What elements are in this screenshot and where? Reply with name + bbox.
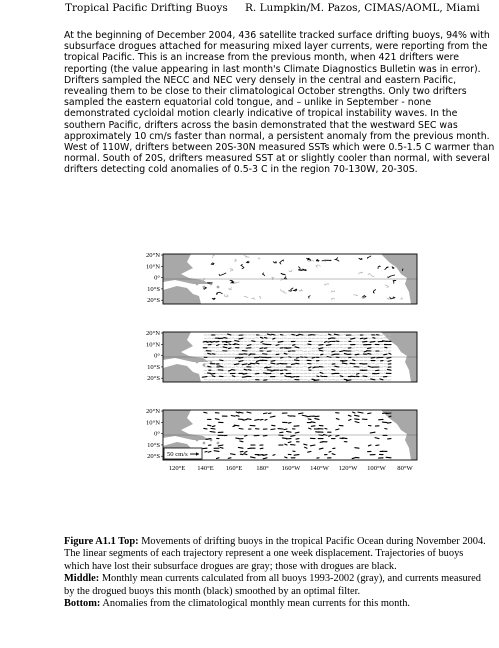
lon-tick-label: 160°W — [281, 465, 301, 472]
lat-tick-label: 0° — [154, 352, 160, 360]
map-panel-middle — [146, 330, 417, 382]
caption-bottom-text: Anomalies from the climatological monthly mean currents for this month. — [100, 598, 410, 610]
lat-tick-label: 20°N — [146, 252, 160, 259]
caption-middle-text: Monthly mean currents calculated from all buoys 1993-2002 (gray), and currents measured by the drogued buoys this month (black) smoothed by an optimal filter. — [64, 573, 481, 597]
header-title: Tropical Pacific Drifting Buoys — [65, 2, 228, 14]
lat-tick-label: 20°S — [147, 297, 160, 305]
lon-tick-label: 80°W — [397, 465, 413, 472]
drifter-figure — [131, 250, 421, 507]
caption-bottom-label: Bottom: — [64, 598, 101, 610]
lon-tick-label: 100°W — [367, 465, 386, 472]
drifter-maps-svg — [131, 250, 421, 502]
lon-tick-label: 120°W — [338, 465, 358, 472]
lat-tick-label: 10°N — [146, 341, 160, 349]
figure-caption — [64, 536, 489, 610]
lat-tick-label: 10°S — [147, 363, 160, 371]
lon-tick-label: 140°W — [310, 465, 329, 472]
scale-label: 50 cm/s — [167, 451, 188, 458]
lat-tick-label: 20°N — [146, 408, 160, 415]
body-paragraph: At the beginning of December 2004, 436 satellite tracked surface drifting buoys, 94% with subsurface drogues attached for measuring mixed layer currents, were reporting from the tropical Pacific. This is an increase from the previous month, when 421 drifters were reporting (the value appearing in last month's Climate Diagnostics Bulletin was in error). Drifters sampled the NECC and NEC very densely in the central and eastern Pacific, revealing them to be close to their climatological October strengths. Only two drifters sampled the eastern equatorial cold tongue, and – unlike in September - none demonstrated cycloidal motion clearly indicative of tropical instability waves. In the southern Pacific, drifters across the basin demonstrated that the westward SEC was approximately 10 cm/s faster than normal, a persistent anomaly from the previous month. West of 110W, drifters between 20S-30N measured SSTs which were 0.5-1.5 C warmer than normal. South of 20S, drifters measured SST at or slightly cooler than normal, with several drifters detecting cold anomalies of 0.5-3 C in the region 70-130W, 20-30S. — [64, 30, 495, 176]
lon-tick-label: 180° — [256, 465, 269, 472]
lat-tick-label: 20°N — [146, 330, 160, 337]
caption-bottom — [64, 598, 489, 610]
caption-middle-label: Middle: — [64, 573, 100, 585]
lat-tick-label: 10°S — [147, 285, 160, 293]
lat-tick-label: 0° — [154, 430, 160, 438]
lat-tick-label: 10°N — [146, 419, 160, 427]
lat-tick-label: 20°S — [147, 453, 160, 461]
caption-top — [64, 536, 489, 573]
lon-tick-label: 160°E — [225, 465, 243, 472]
lat-tick-label: 0° — [154, 274, 160, 282]
lat-tick-label: 10°N — [146, 263, 160, 271]
scale-box — [164, 448, 202, 459]
lon-tick-label: 140°E — [197, 465, 214, 472]
caption-top-text: Movements of drifting buoys in the tropical Pacific Ocean during November 2004. The linear segments of each trajectory represent a one week displacement. Trajectories of buoys which have lost their subsurface drogues are gray; those with drogues are black. — [64, 536, 486, 572]
caption-middle — [64, 573, 489, 598]
lon-tick-label: 120°E — [168, 465, 186, 472]
caption-top-label: Figure A1.1 Top: — [64, 536, 139, 547]
lat-tick-label: 20°S — [147, 375, 160, 383]
header-authors: R. Lumpkin/M. Pazos, CIMAS/AOML, Miami — [245, 2, 480, 14]
map-panel-top — [146, 252, 417, 304]
lat-tick-label: 10°S — [147, 441, 160, 449]
